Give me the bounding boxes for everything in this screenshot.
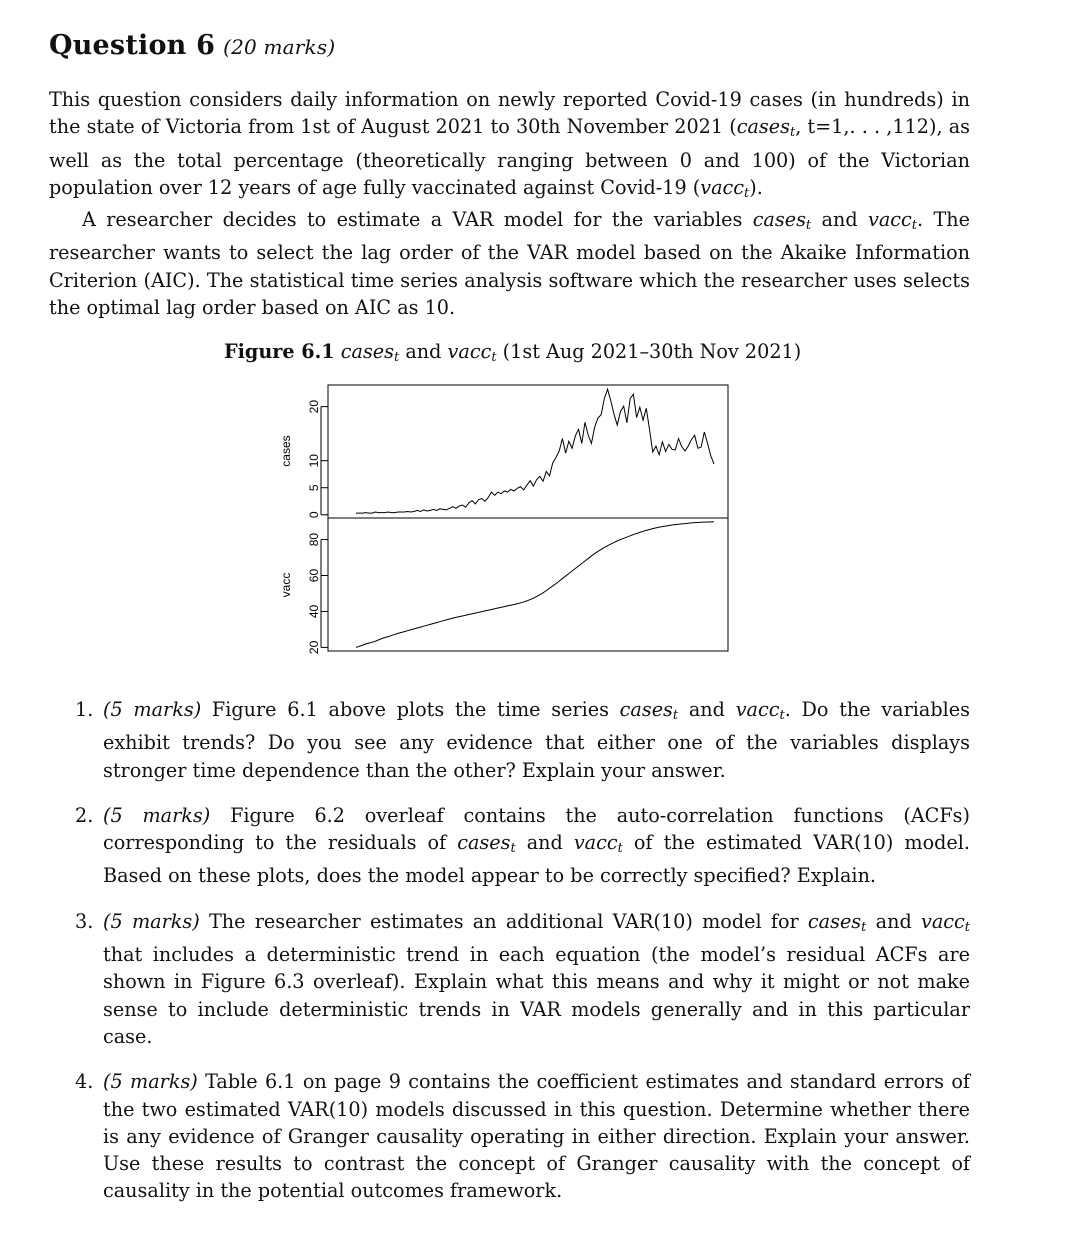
var-vacc: vacc [735,698,780,721]
question-list [75,696,970,1223]
subscript-t: t [911,218,918,233]
vacc-tick-label: 40 [307,604,321,619]
cases-axis-label: cases [279,435,293,467]
var-vacc: vacc [920,909,965,933]
item-text: . Do the variables exhibit trends? Do you see any evidence that either one of the variables displays stronger time dependence than the other? Explain your answer. [103,698,970,782]
var-vacc: vacc [573,831,618,855]
subscript-t: t [672,708,679,723]
cases-tick-label: 0 [307,511,321,519]
item-text: The researcher estimates an additional VAR(10) model for [199,909,808,933]
question-title [49,30,335,61]
caption-and: and [405,340,442,363]
var-vacc: vacc [447,340,492,363]
figure-caption [224,340,801,365]
item-marks: (5 marks) [103,909,200,933]
intro-text: . The researcher wants to select the lag order of the VAR model based on the Akaike Information Criterion (AIC). The statistical time series analysis software which the researcher uses selects the optimal lag order based on AIC as 10. [49,208,971,319]
cases-tick-label: 20 [307,399,321,414]
item-text: and [866,909,921,933]
var-cases: cases [807,909,862,933]
intro-text: and [811,208,868,231]
item-text: that includes a deterministic trend in each equation (the model’s residual ACFs are shown in Figure 6.3 overleaf). Explain what this means and why it might or not make sense to include deterministic trends in VAR models generally and in this particular case. [103,943,970,1048]
cases-tick-label: 10 [307,454,321,468]
vacc-panel-frame [328,518,728,651]
intro-text: , t=1,. . . ,112), as well as the total percentage (theoretically ranging between 0 and 100) of the Victorian population over 12 years of age fully vaccinated against Covid-19 ( [49,115,970,199]
subscript-t: t [394,350,400,365]
cases-panel-frame [328,385,728,518]
question-marks: (20 marks) [223,35,336,59]
figure-date-range: (1st Aug 2021–30th Nov 2021) [502,340,802,363]
item-marks: (5 marks) [103,698,202,721]
var-vacc: vacc [700,175,745,199]
list-item [75,908,970,1050]
vacc-axis-label: vacc [279,572,293,598]
var-cases: cases [619,698,673,721]
item-number: 4. [75,1070,94,1094]
var-cases: cases [340,340,394,363]
question-heading: Question 6 [49,30,216,61]
vacc-tick-label: 20 [307,640,321,655]
figure-label: Figure 6.1 [224,340,335,363]
list-item [75,1068,970,1204]
intro-text: ). [749,175,763,199]
subscript-t: t [779,708,785,723]
var-vacc: vacc [868,208,912,231]
subscript-t: t [964,919,970,935]
item-marks: (5 marks) [103,1070,198,1094]
subscript-t: t [805,218,812,233]
subscript-t: t [617,841,623,857]
item-text: and [515,831,574,855]
item-text: Figure 6.2 overleaf contains the auto-correlation functions (ACFs) corresponding to the residuals of [103,803,971,855]
item-text: of the estimated VAR(10) model. Based on these plots, does the model appear to be correctly specified? Explain. [103,831,970,888]
chart-marks [307,389,714,654]
item-text: Figure 6.1 above plots the time series [201,698,620,721]
time-series-chart [270,375,750,665]
vacc-tick-label: 60 [307,568,321,583]
var-cases: cases [752,208,806,231]
item-number: 2. [75,803,94,827]
subscript-t: t [789,125,796,141]
intro-paragraph-2 [49,206,970,321]
item-marks: (5 marks) [103,803,211,827]
item-text: Table 6.1 on page 9 contains the coefficient estimates and standard errors of the two estimated VAR(10) models discussed in this question. Determine whether there is any evidence of Granger causality operating in either direction. Explain your answer. Use these results to contrast the concept of Granger causality with the concept of causality in the potential outcomes framework. [103,1070,970,1203]
item-text: and [678,698,736,721]
subscript-t: t [491,350,497,365]
item-number: 1. [75,698,94,721]
subscript-t: t [861,919,867,935]
intro-text: This question considers daily information on newly reported Covid-19 cases (in hundreds) in the state of Victoria from 1st of August 2021 to 30th November 2021 ( [49,88,970,139]
cases-tick-label: 5 [307,484,321,492]
item-number: 3. [75,909,94,933]
cases-series-line [356,389,714,513]
list-item [75,802,970,890]
vacc-series-line [356,522,714,648]
list-item [75,696,970,784]
intro-text: A researcher decides to estimate a VAR model for the variables [82,208,753,231]
intro-paragraph-1 [49,86,970,207]
vacc-tick-label: 80 [307,532,321,547]
subscript-t: t [744,185,750,201]
subscript-t: t [510,841,516,857]
var-cases: cases [736,115,790,139]
var-cases: cases [457,831,511,855]
